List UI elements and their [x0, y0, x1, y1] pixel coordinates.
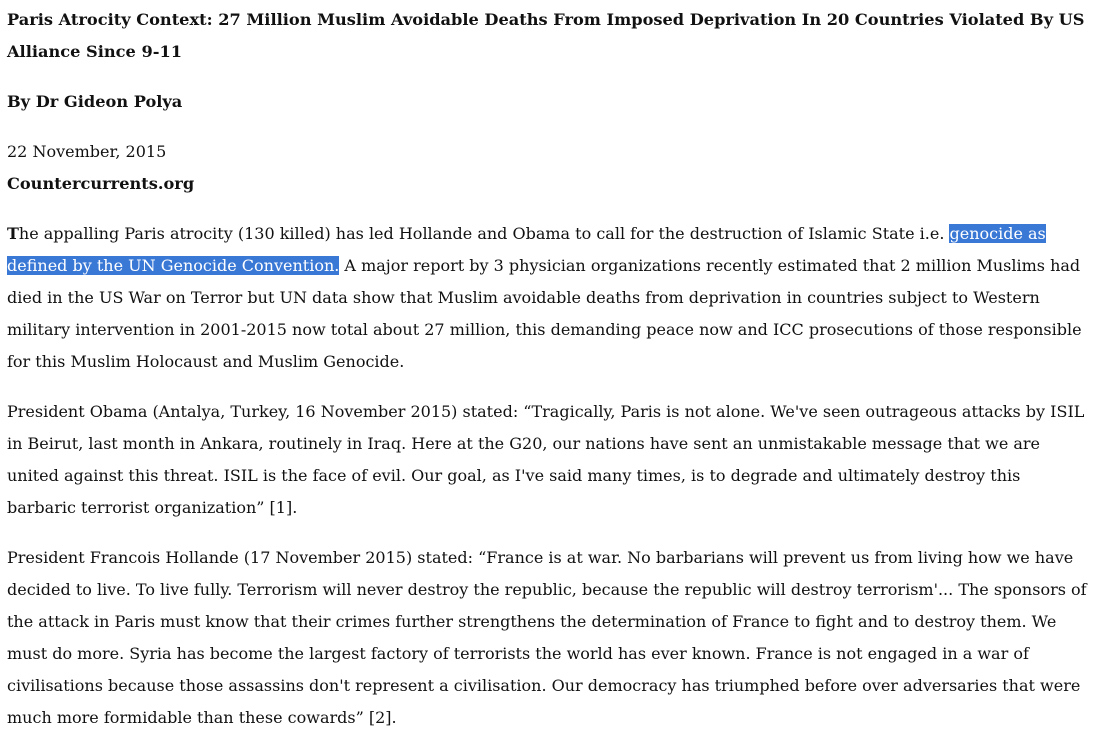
article-title: Paris Atrocity Context: 27 Million Muslim Avoidable Deaths From Imposed Deprivation In 20 Countries Violated By US Alliance Since 9-11 — [7, 10, 1085, 61]
paragraph-intro-text-after: A major report by 3 physician organizations recently estimated that 2 million Muslims had died in the US War on Terror but UN data show that Muslim avoidable deaths from deprivation in countries subject to Western military intervention in 2001-2015 now total about 27 million, this demanding peace now and ICC prosecutions of those responsible for this Muslim Holocaust and Muslim Genocide. — [7, 256, 1082, 371]
paragraph-intro — [7, 218, 1089, 378]
article-date: 22 November, 2015 — [7, 142, 167, 161]
paragraph-intro-text-before: he appalling Paris atrocity (130 killed) has led Hollande and Obama to call for the destruction of Islamic State i.e. — [18, 224, 950, 243]
paragraph-obama-quote: President Obama (Antalya, Turkey, 16 November 2015) stated: “Tragically, Paris is not alone. We've seen outrageous attacks by ISIL in Beirut, last month in Ankara, routinely in Iraq. Here at the G20, our nations have sent an unmistakable message that we are united against this threat. ISIL is the face of evil. Our goal, as I've said many times, is to degrade and ultimately destroy this barbaric terrorist organization” [1]. — [7, 402, 1085, 517]
paragraph-first-letter: T — [7, 224, 19, 243]
article-source: Countercurrents.org — [7, 174, 195, 193]
selected-text-highlight[interactable]: genocide as defined by the UN Genocide Convention. — [7, 224, 1046, 275]
article-author: By Dr Gideon Polya — [7, 92, 183, 111]
paragraph-hollande-quote: President Francois Hollande (17 November 2015) stated: “France is at war. No barbarians will prevent us from living how we have decided to live. To live fully. Terrorism will never destroy the republic, because the republic will destroy terrorism'... The sponsors of the attack in Paris must know that their crimes further strengthens the determination of France to fight and to destroy them. We must do more. Syria has become the largest factory of terrorists the world has ever known. France is not engaged in a war of civilisations because those assassins don't represent a civilisation. Our democracy has triumphed before over adversaries that were much more formidable than these cowards” [2]. — [7, 548, 1087, 727]
